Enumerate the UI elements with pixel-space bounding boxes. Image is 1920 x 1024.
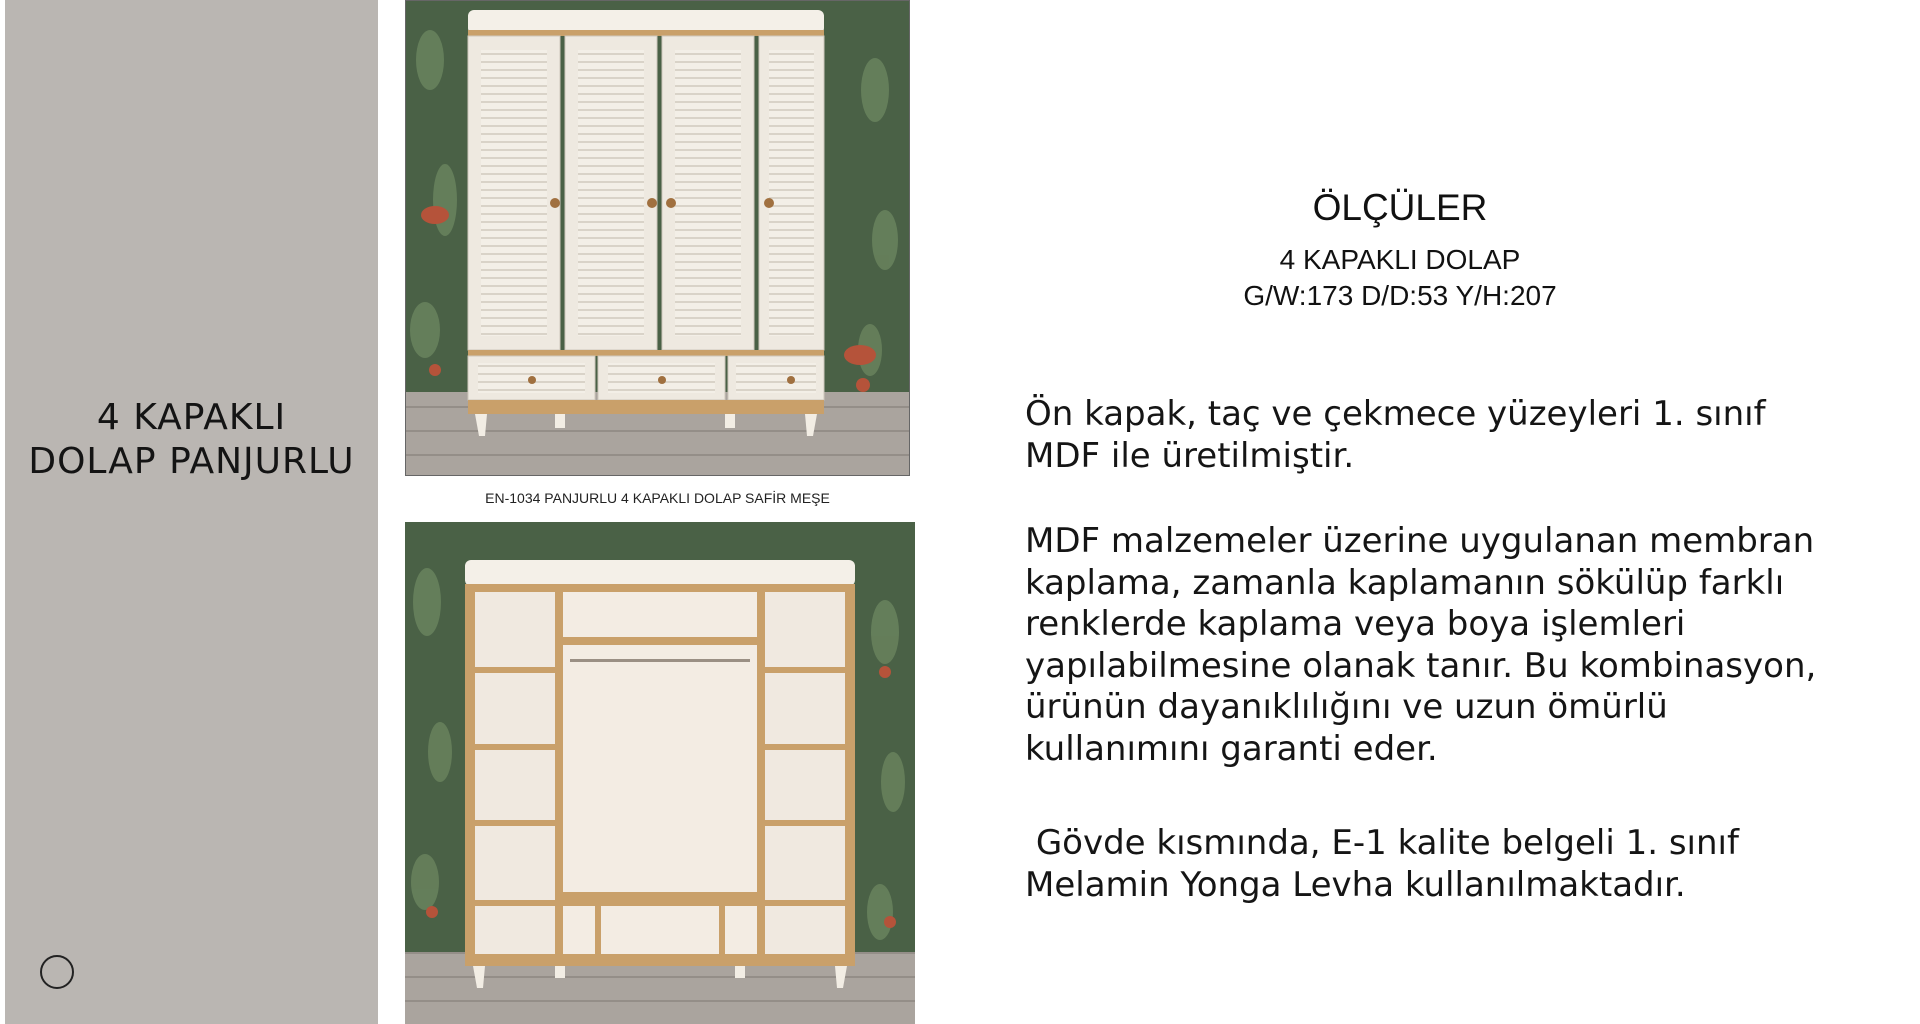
sidebar-title-line1: 4 KAPAKLI [96,397,287,438]
sidebar-title-line2: DOLAP PANJURLU [28,441,355,482]
sidebar [5,0,378,1024]
description-paragraph-3: Gövde kısmında, E-1 kalite belgeli 1. sınıf Melamin Yonga Levha kullanılmaktadır. [1025,823,1750,905]
product-photo-closed [405,0,910,476]
specs-product-name: 4 KAPAKLI DOLAP [1279,244,1521,275]
description-paragraph-1: Ön kapak, taç ve çekmece yüzeyleri 1. sınıf MDF ile üretilmiştir. [1025,394,1766,476]
product-photo-open [405,522,915,1024]
circle-icon[interactable] [40,955,74,989]
sidebar-title [5,396,378,484]
specs-block [1150,186,1650,314]
product-caption: EN-1034 PANJURLU 4 KAPAKLI DOLAP SAFİR MEŞE [485,490,830,506]
specs-heading: ÖLÇÜLER [1312,187,1488,228]
description-paragraph-2: MDF malzemeler üzerine uygulanan membran kaplama, zamanla kaplamanın sökülüp farklı renklerde kaplama veya boya işlemleri yapılabilmesine olanak tanır. Bu kombinasyon, ürünün dayanıklılığını ve uzun ömürlü kullanımını garanti eder. [1025,521,1817,769]
specs-dimensions: G/W:173 D/D:53 Y/H:207 [1243,280,1557,311]
